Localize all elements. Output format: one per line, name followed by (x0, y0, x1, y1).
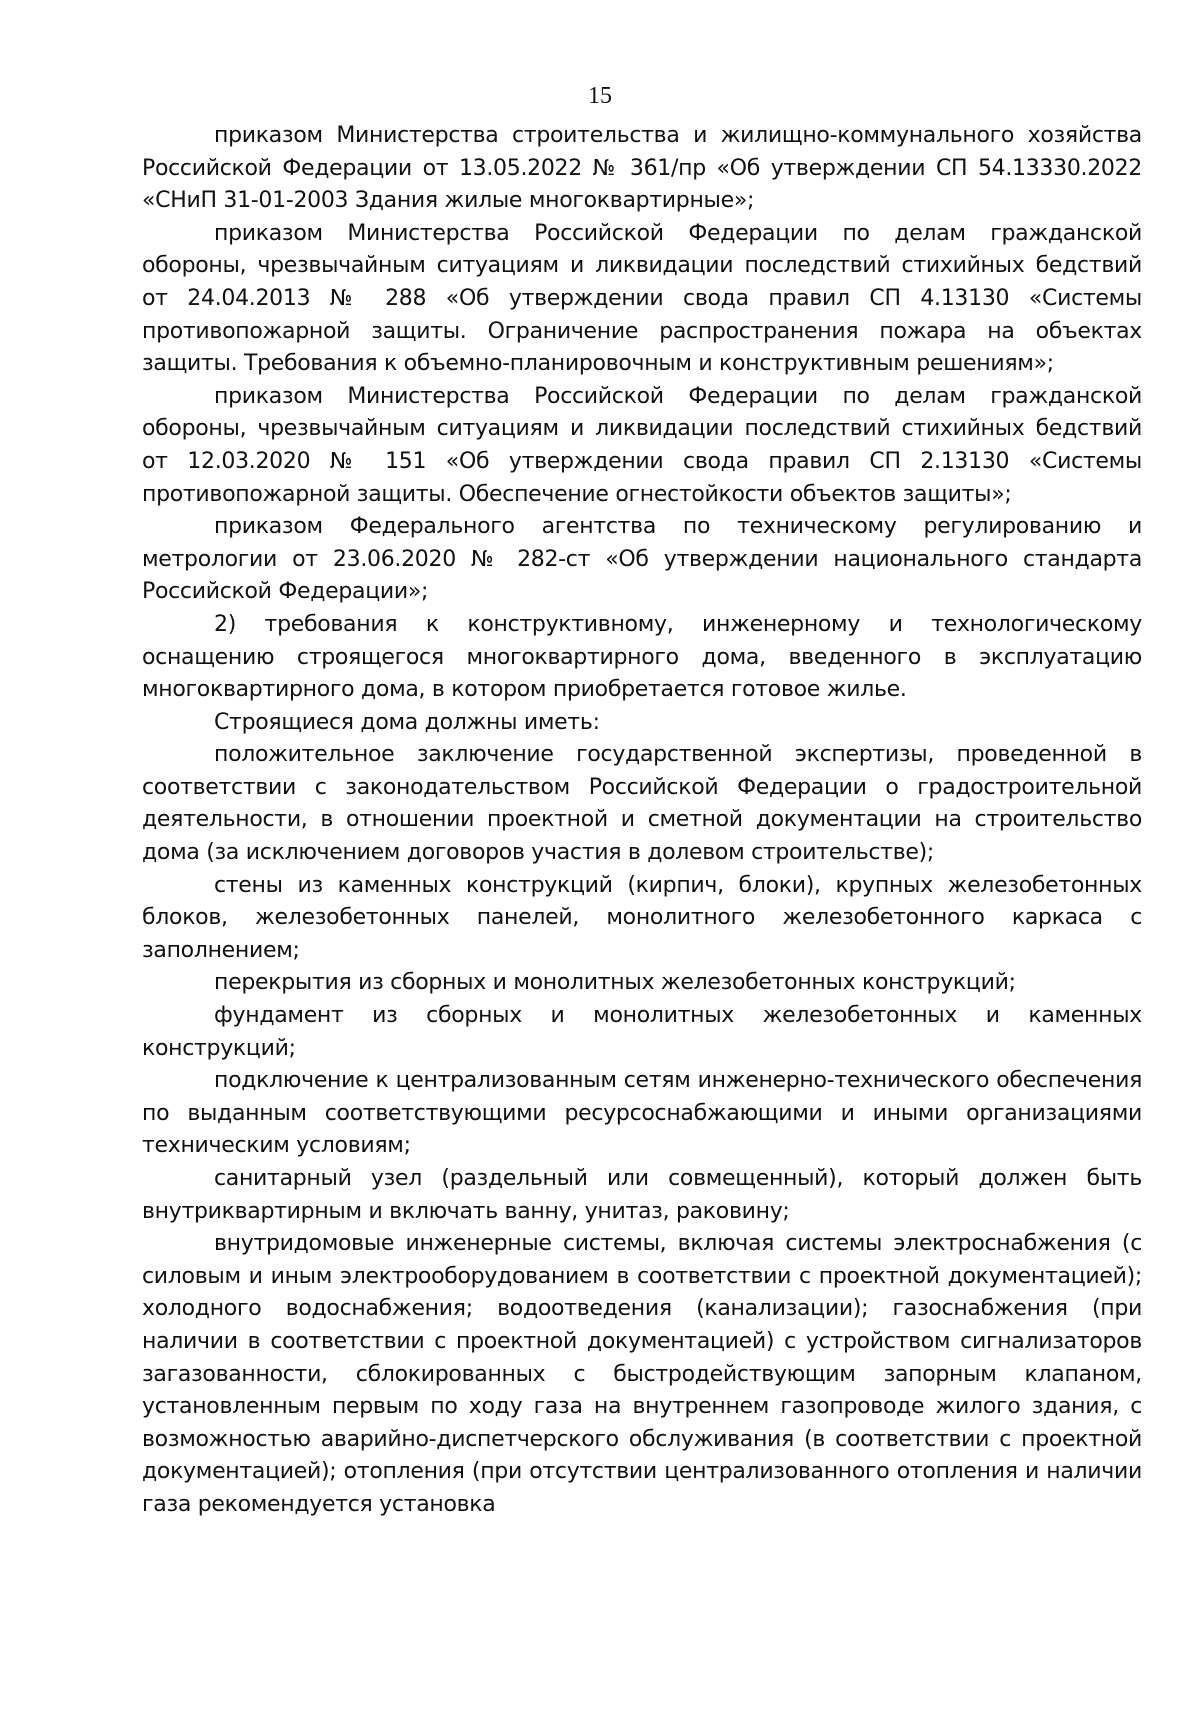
paragraph: внутридомовые инженерные системы, включая системы электроснабжения (с силовым и иным электрооборудованием в соответствии с проектной документацией); холодного водоснабжения; водоотведения (канализации); газоснабжения (при наличии в соответствии с проектной документацией) с устройством сигнализаторов загазованности, сблокированных с быстродействующим запорным клапаном, установленным первым по ходу газа на внутреннем газопроводе жилого здания, с возможностью аварийно-диспетчерского обслуживания (в соответствии с проектной документацией); отопления (при отсутствии централизованного отопления и наличии газа рекомендуется установка (142, 1231, 1142, 1517)
paragraph: приказом Федерального агентства по техническому регулированию и метрологии от 23.06.2020 № 282-ст «Об утверждении национального стандарта Российской Федерации»; (142, 514, 1142, 605)
paragraph: приказом Министерства строительства и жилищно-коммунального хозяйства Российской Федерации от 13.05.2022 № 361/пр «Об утверждении СП 54.13330.2022 «СНиП 31-01-2003 Здания жилые многоквартирные»; (142, 123, 1142, 214)
paragraph: перекрытия из сборных и монолитных железобетонных конструкций; (214, 970, 1016, 996)
paragraph: приказом Министерства Российской Федерации по делам гражданской обороны, чрезвычайным ситуациям и ликвидации последствий стихийных бедствий от 12.03.2020 № 151 «Об утверждении свода правил СП 2.13130 «Системы противопожарной защиты. Обеспечение огнестойкости объектов защиты»; (142, 383, 1142, 507)
page-number: 15 (588, 83, 612, 109)
paragraph: Строящиеся дома должны иметь: (214, 709, 600, 735)
paragraph: фундамент из сборных и монолитных железобетонных и каменных конструкций; (142, 1003, 1142, 1061)
paragraph: санитарный узел (раздельный или совмещенный), который должен быть внутриквартирным и включать ванну, унитаз, раковину; (142, 1166, 1142, 1224)
paragraph: приказом Министерства Российской Федерации по делам гражданской обороны, чрезвычайным ситуациям и ликвидации последствий стихийных бедствий от 24.04.2013 № 288 «Об утверждении свода правил СП 4.13130 «Системы противопожарной защиты. Ограничение распространения пожара на объектах защиты. Требования к объемно-планировочным и конструктивным решениям»; (142, 220, 1142, 377)
paragraph: стены из каменных конструкций (кирпич, блоки), крупных железобетонных блоков, железобетонных панелей, монолитного железобетонного каркаса с заполнением; (142, 872, 1142, 963)
paragraph: подключение к централизованным сетям инженерно-технического обеспечения по выданным соответствующими ресурсоснабжающими и иными организациями техническим условиям; (142, 1068, 1142, 1159)
document-body (142, 120, 1142, 1522)
paragraph: 2) требования к конструктивному, инженерному и технологическому оснащению строящегося многоквартирного дома, введенного в эксплуатацию многоквартирного дома, в котором приобретается готовое жилье. (142, 611, 1142, 703)
paragraph: положительное заключение государственной экспертизы, проведенной в соответствии с законодательством Российской Федерации о градостроительной деятельности, в отношении проектной и сметной документации на строительство дома (за исключением договоров участия в долевом строительстве); (142, 742, 1142, 866)
